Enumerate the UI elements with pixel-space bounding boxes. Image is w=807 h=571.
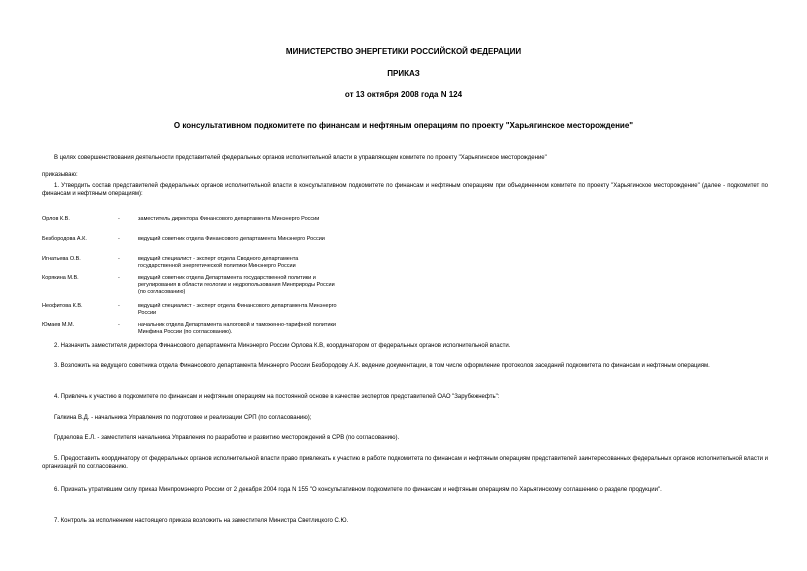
member-name: Неофитова К.В.	[42, 303, 83, 309]
item-7: 7. Контроль за исполнением настоящего приказа возложить на заместителя Министра Светлицкого С.Ю.	[54, 518, 349, 524]
item-2: 2. Назначить заместителя директора Финансового департамента Минэнерго России Орлова К.В, координатором от федеральных органов исполнительной власти.	[54, 343, 511, 349]
document-title: О консультативном подкомитете по финансам и нефтяным операциям по проекту "Харьягинское месторождение"	[173, 121, 634, 130]
member-name: Безбородова А.К.	[42, 236, 87, 242]
member-position: начальник отдела Департамента налоговой и таможенно-тарифной политики Минфина России (по согласованию).	[138, 322, 336, 336]
item-3: 3. Возложить на ведущего советника отдела Финансового департамента Минэнерго России Безбородову А.К. ведение документации, в том числе оформление протоколов заседаний подкомитета по финансам и нефтяным операциям.	[54, 363, 710, 369]
member-row	[42, 275, 372, 303]
expert-1: Галкина В.Д. - начальника Управления по подготовке и реализации СРП (по согласованию);	[54, 415, 312, 421]
item-4: 4. Привлечь к участию в подкомитете по финансам и нефтяным операциям на постоянной основе в качестве экспертов представителей ОАО "Зарубежнефть":	[54, 394, 500, 400]
member-dash: -	[118, 322, 120, 328]
member-position: ведущий советник отдела Департамента государственной политики и регулирования в области геологии и недропользования Минприроды России (по согласованию)	[138, 275, 335, 296]
member-name: Корякина М.В.	[42, 275, 79, 281]
doc-type-heading: ПРИКАЗ	[387, 69, 420, 78]
member-position: ведущий специалист - эксперт отдела Сводного департамента государственной энергетической политики Минэнерго России	[138, 256, 299, 270]
item-6: 6. Признать утратившим силу приказ Минпромэнерго России от 2 декабря 2004 года N 155 "О консультативном подкомитете по финансам и нефтяным операциям по Харьягинскому соглашению о разделе продукции".	[54, 487, 662, 493]
member-dash: -	[118, 216, 120, 222]
item-1: 1. Утвердить состав представителей федеральных органов исполнительной власти в консультативном подкомитете по финансам и нефтяным операциям при объединенном комитете по проекту "Харьягинское месторождение" (далее - подкомитет по финансам и нефтяным операциям):	[42, 183, 768, 197]
member-dash: -	[118, 236, 120, 242]
item-5: 5. Предоставить координатору от федеральных органов исполнительной власти право привлекать к участию в работе подкомитета по финансам и нефтяным операциям представителей заинтересованных федеральных органов исполнительной власти и организаций по согласованию.	[42, 456, 768, 470]
member-name: Орлов К.В.	[42, 216, 70, 222]
expert-2: Грдзелова Е.Л. - заместителя начальника Управления по разработке и развитию месторождений в СРВ (по согласованию).	[54, 435, 400, 441]
intro-paragraph: В целях совершенствования деятельности представителей федеральных органов исполнительной власти в управляющем комитете по проекту "Харьягинское месторождение"	[54, 155, 547, 161]
member-dash: -	[118, 256, 120, 262]
ministry-heading: МИНИСТЕРСТВО ЭНЕРГЕТИКИ РОССИЙСКОЙ ФЕДЕРАЦИИ	[285, 47, 522, 56]
member-dash: -	[118, 303, 120, 309]
member-position: ведущий советник отдела Финансового департамента Минэнерго России	[138, 236, 325, 242]
date-number-heading: от 13 октября 2008 года N 124	[344, 90, 463, 99]
member-name: Игнатьева О.В.	[42, 256, 81, 262]
order-word: приказываю:	[42, 172, 78, 178]
member-dash: -	[118, 275, 120, 281]
member-position: заместитель директора Финансового департамента Минэнерго России	[138, 216, 320, 222]
member-name: Юмаев М.М.	[42, 322, 75, 328]
member-position: ведущий специалист - эксперт отдела Финансового департамента Минэнерго России	[138, 303, 337, 317]
